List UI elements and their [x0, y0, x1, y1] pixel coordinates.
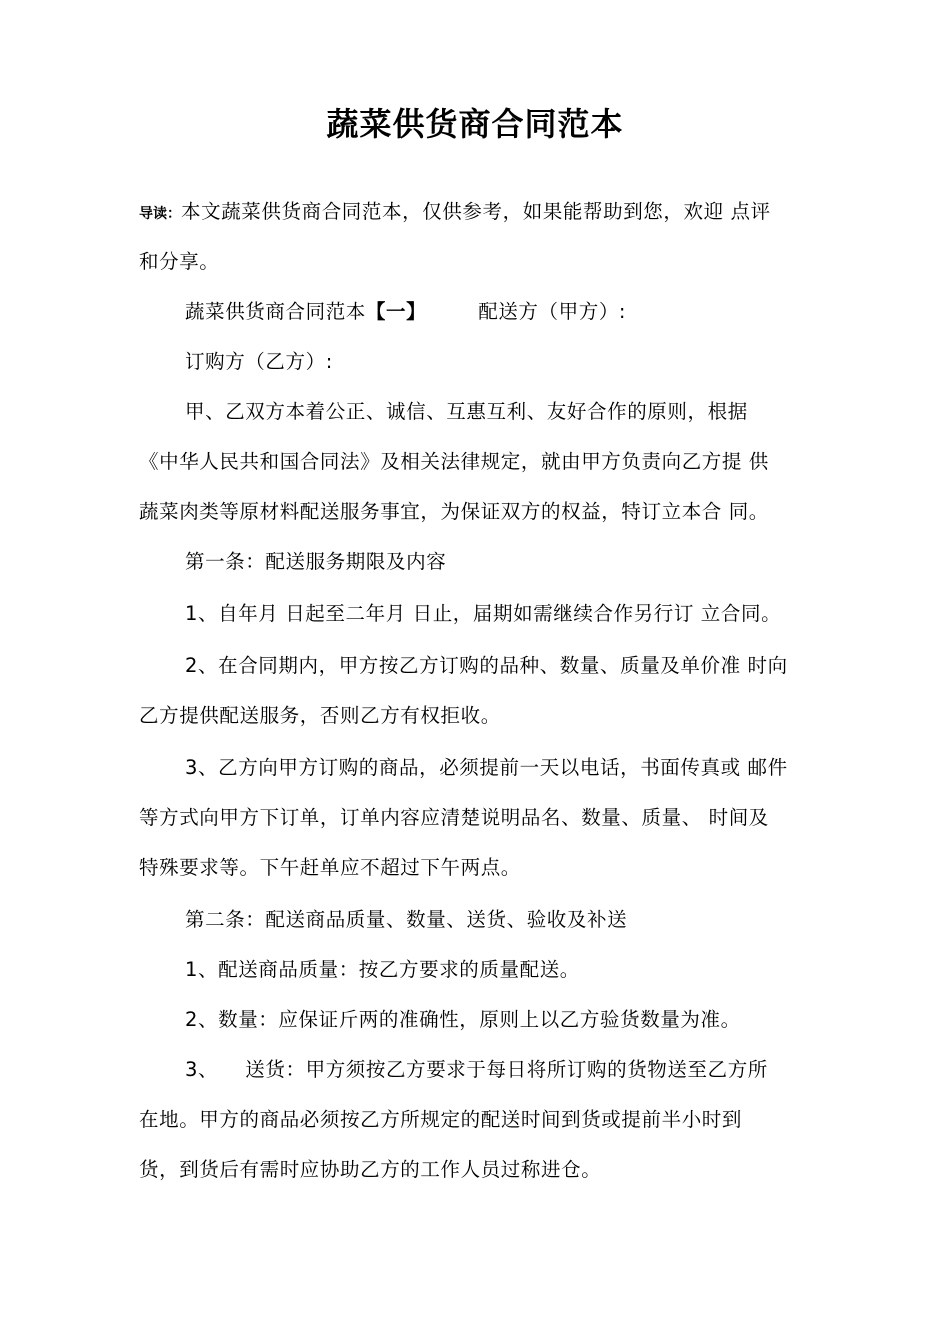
article2-item3-line3: 货，到货后有需时应协助乙方的工作人员过称进仓。	[139, 1158, 602, 1181]
intro-line-3: 蔬菜肉类等原材料配送服务事宜，为保证双方的权益，特订立本合 同。	[139, 500, 769, 523]
article2-heading: 第二条：配送商品质量、数量、送货、验收及补送	[185, 908, 628, 931]
lead-line-2: 和分享。	[139, 250, 220, 273]
intro-line-2: 《中华人民共和国合同法》及相关法律规定，就由甲方负责向乙方提 供	[139, 450, 769, 473]
article2-item1: 1、配送商品质量：按乙方要求的质量配送。	[185, 958, 580, 981]
article2-item3-line2: 在地。甲方的商品必须按乙方所规定的配送时间到货或提前半小时到	[139, 1108, 743, 1131]
lead-line-1	[139, 196, 771, 230]
article1-item2-line2: 乙方提供配送服务，否则乙方有权拒收。	[139, 704, 501, 727]
intro-line-1: 甲、乙双方本着公正、诚信、互惠互利、友好合作的原则，根据	[185, 400, 748, 423]
lead-label: 导读：	[139, 206, 181, 222]
party-b-label: 订购方（乙方）:	[185, 350, 333, 373]
section-heading-prefix: 蔬菜供货商合同范本	[185, 300, 366, 323]
section-heading	[185, 296, 626, 328]
article1-heading: 第一条：配送服务期限及内容	[185, 550, 447, 573]
article1-item3-line2: 等方式向甲方下订单，订单内容应清楚说明品名、数量、质量、 时间及	[139, 806, 769, 829]
article2-item2: 2、数量：应保证斤两的准确性，原则上以乙方验货数量为准。	[185, 1008, 741, 1031]
article1-item2-line1: 2、在合同期内，甲方按乙方订购的品种、数量、质量及单价准 时向	[185, 654, 788, 677]
lead-text-1: 本文蔬菜供货商合同范本，仅供参考，如果能帮助到您，欢迎 点评	[181, 200, 771, 223]
article1-item3-line1: 3、乙方向甲方订购的商品，必须提前一天以电话，书面传真或 邮件	[185, 756, 788, 779]
document-title: 蔬菜供货商合同范本	[326, 105, 624, 143]
section-heading-tag: 【一】	[365, 300, 427, 323]
article1-item3-line3: 特殊要求等。下午赶单应不超过下午两点。	[139, 856, 521, 879]
article1-item1: 1、自年月 日起至二年月 日止，届期如需继续合作另行订 立合同。	[185, 602, 782, 625]
article2-item3-line1: 3、 送货：甲方须按乙方要求于每日将所订购的货物送至乙方所	[185, 1058, 768, 1081]
party-a-label: 配送方（甲方）:	[478, 300, 627, 323]
